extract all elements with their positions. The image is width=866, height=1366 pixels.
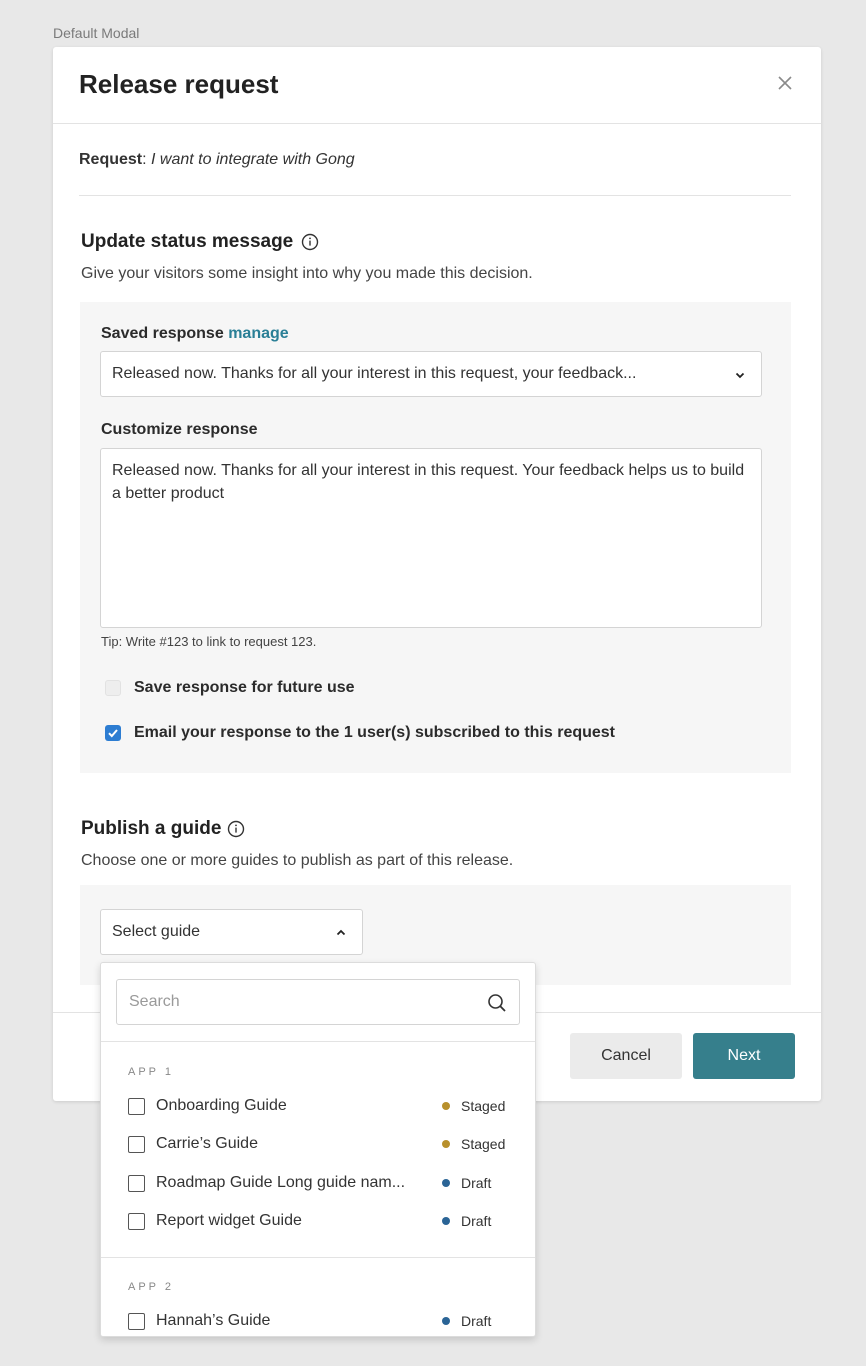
modal-title: Release request — [79, 69, 279, 99]
dropdown-divider — [101, 1041, 535, 1042]
guide-option[interactable] — [128, 1210, 518, 1232]
guide-checkbox[interactable] — [128, 1175, 145, 1192]
save-response-label: Save response for future use — [134, 679, 355, 696]
email-response-checkbox[interactable] — [105, 725, 121, 741]
email-response-option[interactable] — [105, 724, 615, 742]
status-dot — [442, 1140, 450, 1148]
status-dot — [442, 1179, 450, 1187]
group-label: APP 2 — [128, 1281, 174, 1293]
status-badge — [442, 1175, 491, 1191]
select-guide-placeholder: Select guide — [112, 923, 201, 940]
guide-checkbox[interactable] — [128, 1313, 145, 1330]
status-text: Draft — [461, 1213, 492, 1229]
guide-option[interactable] — [128, 1172, 518, 1194]
guide-section-title-text: Publish a guide — [81, 818, 222, 839]
guide-option[interactable] — [128, 1095, 518, 1117]
guide-section-title — [81, 818, 245, 840]
guide-name: Onboarding Guide — [156, 1097, 287, 1114]
guide-name: Roadmap Guide Long guide nam... — [156, 1174, 406, 1191]
search-placeholder: Search — [129, 993, 180, 1010]
status-section-title — [81, 231, 319, 253]
guide-checkbox[interactable] — [128, 1098, 145, 1115]
customize-response-label: Customize response — [101, 421, 258, 438]
frame-label: Default Modal — [53, 25, 140, 41]
saved-response-label-text: Saved response — [101, 325, 224, 342]
guide-checkbox[interactable] — [128, 1213, 145, 1230]
status-badge — [442, 1313, 491, 1329]
guide-search-input[interactable] — [116, 979, 520, 1025]
status-badge — [442, 1136, 505, 1152]
chevron-up-icon — [334, 926, 348, 940]
status-section-title-text: Update status message — [81, 231, 294, 252]
guide-name: Hannah’s Guide — [156, 1312, 271, 1329]
customize-response-textarea[interactable]: Released now. Thanks for all your interest in this request. Your feedback helps us to build a better product — [100, 448, 762, 628]
status-dot — [442, 1317, 450, 1325]
manage-link[interactable]: manage — [228, 325, 289, 342]
status-dot — [442, 1217, 450, 1225]
chevron-down-icon — [733, 368, 747, 382]
status-text: Draft — [461, 1313, 492, 1329]
dropdown-divider — [101, 1257, 535, 1258]
group-label: APP 1 — [128, 1066, 174, 1078]
request-line: Request: I want to integrate with Gong — [79, 151, 355, 168]
status-section-description: Give your visitors some insight into why you made this decision. — [81, 265, 533, 282]
status-text: Staged — [461, 1098, 506, 1114]
status-dot — [442, 1102, 450, 1110]
email-response-label: Email your response to the 1 user(s) subscribed to this request — [134, 724, 616, 741]
release-request-modal — [53, 47, 821, 1101]
saved-response-value: Released now. Thanks for all your interest in this request, your feedback... — [112, 365, 637, 382]
cancel-button[interactable]: Cancel — [570, 1033, 682, 1079]
status-panel — [80, 302, 791, 773]
guide-checkbox[interactable] — [128, 1136, 145, 1153]
saved-response-select[interactable] — [100, 351, 762, 397]
select-guide-dropdown[interactable] — [100, 909, 363, 955]
save-response-option[interactable] — [105, 679, 355, 697]
guide-section-description: Choose one or more guides to publish as part of this release. — [81, 852, 514, 869]
info-icon[interactable] — [301, 233, 319, 251]
request-value: I want to integrate with Gong — [151, 151, 355, 168]
modal-header — [53, 47, 821, 124]
search-icon — [487, 993, 507, 1013]
tip-text: Tip: Write #123 to link to request 123. — [101, 634, 317, 649]
save-response-checkbox[interactable] — [105, 680, 121, 696]
status-text: Draft — [461, 1175, 492, 1191]
next-button[interactable]: Next — [693, 1033, 795, 1079]
status-text: Staged — [461, 1136, 506, 1152]
status-badge — [442, 1213, 491, 1229]
guide-name: Carrie’s Guide — [156, 1135, 258, 1152]
info-icon[interactable] — [227, 820, 245, 838]
close-icon[interactable] — [775, 73, 795, 93]
status-badge — [442, 1098, 505, 1114]
saved-response-label — [101, 325, 289, 343]
guide-name: Report widget Guide — [156, 1212, 302, 1229]
guide-dropdown-menu — [100, 962, 536, 1337]
guide-option[interactable] — [128, 1310, 518, 1332]
divider — [79, 195, 791, 196]
request-label: Request — [79, 151, 143, 168]
guide-option[interactable] — [128, 1133, 518, 1155]
checkmark-icon — [107, 727, 119, 739]
